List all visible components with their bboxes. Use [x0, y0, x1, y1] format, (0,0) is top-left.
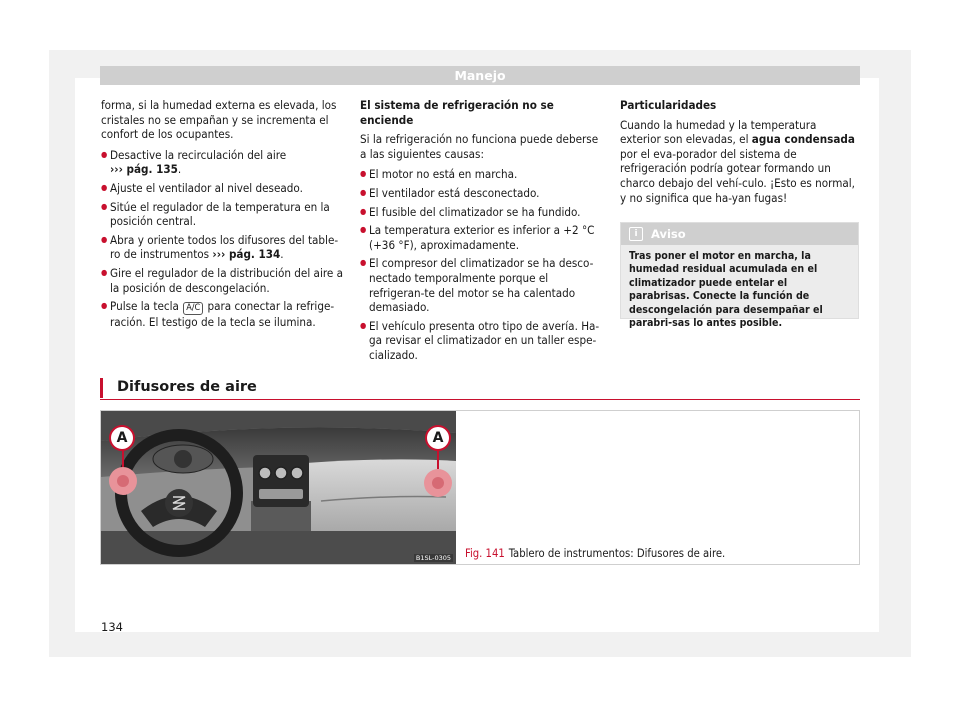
column-1	[101, 98, 347, 334]
notice-header	[621, 223, 858, 245]
chapter-title: Manejo	[454, 68, 506, 83]
callout-a-right: A	[425, 425, 451, 451]
figure-caption: Fig. 141 Tablero de instrumentos: Difusores de aire.	[465, 547, 726, 560]
list-item: ● El motor no está en marcha.	[360, 167, 606, 182]
list-item: ● Gire el regulador de la distribución del aire a la posición de descongelación.	[101, 266, 347, 295]
notice-title: Aviso	[651, 227, 686, 241]
steps-list	[101, 148, 347, 330]
ac-key-symbol: A/C	[183, 302, 203, 315]
figure-number: Fig. 141	[465, 547, 505, 560]
section-divider	[100, 399, 860, 400]
causes-list	[360, 167, 606, 362]
column-3	[620, 98, 860, 211]
paragraph: Si la refrigeración no funciona puede deberse a las siguientes causas:	[360, 132, 599, 161]
subheading: El sistema de refrigeración no se enciende	[360, 98, 554, 127]
subheading: Particularidades	[620, 98, 717, 112]
intro-paragraph: forma, si la humedad externa es elevada, los cristales no se empañan y se incrementa el confort de los ocupantes.	[101, 98, 337, 142]
page-number: 134	[101, 620, 123, 634]
list-item: ● El compresor del climatizador se ha desco-nectado temporalmente porque el refrigeran-te del motor se ha calentado demasiado.	[360, 256, 606, 314]
column-2	[360, 98, 606, 367]
paragraph: Cuando la humedad y la temperatura exterior son elevadas, el agua condensada por el eva-porador del sistema de refrigeración podría gotear formando un charco debajo del vehí-culo. ¡Esto es normal, y no significa que ha-yan fugas!	[620, 117, 855, 205]
list-item: ● Desactive la recirculación del aire ››› pág. 135.	[101, 148, 347, 177]
list-item: ● Abra y oriente todos los difusores del table-ro de instrumentos ››› pág. 134.	[101, 233, 347, 262]
section-title: Difusores de aire	[117, 379, 257, 395]
list-item: ● La temperatura exterior es inferior a +2 °C (+36 °F), aproximadamente.	[360, 223, 606, 252]
dashboard-photo	[101, 411, 456, 564]
notice-body: Tras poner el motor en marcha, la humedad residual acumulada en el climatizador puede entelar el parabrisas. Conecte la función de descongelación para desempañar el parabri-sas lo antes posible.	[629, 250, 823, 330]
list-item: ● Pulse la tecla A/C para conectar la refrige-ración. El testigo de la tecla se ilumina.	[101, 299, 347, 330]
section-accent-bar	[100, 378, 103, 398]
list-item: ● El ventilador está desconectado.	[360, 186, 606, 201]
list-item: ● El vehículo presenta otro tipo de avería. Ha-ga revisar el climatizador en un taller espe-cializado.	[360, 319, 606, 363]
notice-box	[620, 222, 859, 330]
chapter-header	[100, 66, 860, 85]
figure-code: B1SL-0305	[415, 554, 451, 562]
page-reference-link[interactable]: ››› pág. 134	[212, 247, 281, 262]
info-icon: i	[629, 227, 643, 241]
list-item: ● Sitúe el regulador de la temperatura en la posición central.	[101, 200, 347, 229]
list-item: ● Ajuste el ventilador al nivel deseado.	[101, 181, 347, 196]
list-item: ● El fusible del climatizador se ha fundido.	[360, 205, 606, 220]
page-reference-link[interactable]: ››› pág. 135	[110, 162, 178, 177]
bold-term: agua condensada	[751, 132, 855, 147]
callout-a-left: A	[109, 425, 135, 451]
